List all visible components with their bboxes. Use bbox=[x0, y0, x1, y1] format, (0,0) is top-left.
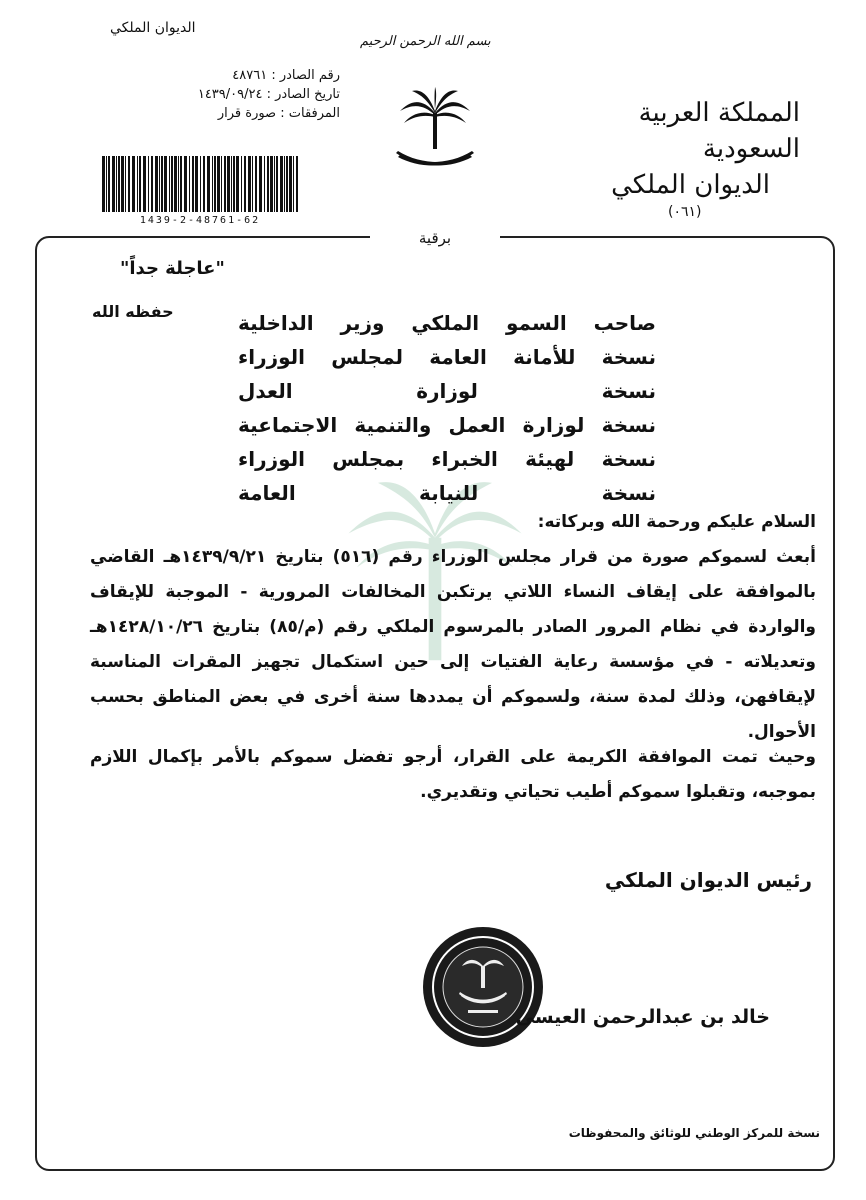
barcode-bar bbox=[169, 156, 170, 212]
barcode-bar bbox=[171, 156, 173, 212]
signatory-title: رئيس الديوان الملكي bbox=[604, 868, 812, 892]
barcode-bar bbox=[296, 156, 298, 212]
attachments: المرفقات : صورة قرار bbox=[217, 106, 340, 121]
barcode-bar bbox=[284, 156, 285, 212]
barcode-bar bbox=[116, 156, 117, 212]
top-left-label: الديوان الملكي bbox=[110, 20, 196, 36]
frame-title bbox=[370, 228, 500, 248]
barcode-bar bbox=[203, 156, 205, 212]
barcode-bar bbox=[221, 156, 222, 212]
recipient-line: نسخة لهيئة الخبراء بمجلس الوزراء bbox=[238, 447, 656, 471]
barcode-bar bbox=[217, 156, 220, 212]
recipient-line: نسخة لوزارة العدل bbox=[238, 379, 656, 403]
greeting: السلام عليكم ورحمة الله وبركاته: bbox=[537, 512, 816, 532]
body-paragraph-2: وحيث تمت الموافقة الكريمة على القرار، أرجو تفضل سموكم بالأمر بإكمال اللازم بموجبه، وتقبلوا سموكم أطيب تحياتي وتقديري. bbox=[90, 747, 816, 802]
barcode-bar bbox=[255, 156, 257, 212]
barcode-bar bbox=[224, 156, 226, 212]
barcode-bar bbox=[259, 156, 262, 212]
kingdom-letterhead bbox=[590, 95, 800, 203]
signatory-name: خالد بن عبدالرحمن العيسى bbox=[515, 1006, 770, 1028]
barcode-bar bbox=[200, 156, 201, 212]
archive-footer: نسخة للمركز الوطني للوثائق والمحفوظات bbox=[568, 1126, 820, 1140]
barcode-bar bbox=[137, 156, 138, 212]
barcode-bar bbox=[112, 156, 115, 212]
barcode-bar bbox=[139, 156, 141, 212]
barcode-bar bbox=[280, 156, 283, 212]
barcode-bar bbox=[132, 156, 135, 212]
barcode-number: 1439-2-48761-62 bbox=[139, 215, 261, 226]
barcode-bar bbox=[233, 156, 235, 212]
barcode bbox=[100, 156, 300, 218]
palm-swords-emblem-icon bbox=[390, 85, 480, 175]
barcode-bar bbox=[270, 156, 273, 212]
barcode-bar bbox=[148, 156, 149, 212]
recipient-line: نسخة لوزارة العمل والتنمية الاجتماعية bbox=[238, 413, 656, 437]
barcode-bar bbox=[274, 156, 275, 212]
barcode-bar bbox=[102, 156, 105, 212]
barcode-bar bbox=[252, 156, 253, 212]
issued-number: رقم الصادر : ٤٨٧٦١ bbox=[232, 68, 340, 83]
barcode-bar bbox=[121, 156, 124, 212]
kingdom-line1: المملكة العربية السعودية bbox=[638, 98, 800, 164]
urgent-label: "عاجلة جداً" bbox=[120, 258, 225, 279]
barcode-bar bbox=[214, 156, 216, 212]
royal-court-seal-icon bbox=[420, 924, 546, 1050]
recipient-line: صاحب السمو الملكي وزير الداخلية bbox=[238, 311, 656, 335]
barcode-bar bbox=[267, 156, 269, 212]
barcode-bar bbox=[161, 156, 163, 212]
barcode-bar bbox=[276, 156, 278, 212]
honorific: حفظه الله bbox=[92, 302, 174, 321]
barcode-bar bbox=[151, 156, 153, 212]
doc-code: (٠٦١) bbox=[668, 204, 702, 220]
barcode-bar bbox=[155, 156, 158, 212]
barcode-bar bbox=[128, 156, 130, 212]
barcode-bar bbox=[286, 156, 288, 212]
barcode-bar bbox=[195, 156, 198, 212]
barcode-bar bbox=[159, 156, 160, 212]
barcode-bar bbox=[207, 156, 210, 212]
barcode-bar bbox=[212, 156, 213, 212]
barcode-bar bbox=[264, 156, 265, 212]
issued-date: تاريخ الصادر : ١٤٣٩/٠٩/٢٤ bbox=[197, 87, 340, 102]
barcode-bar bbox=[241, 156, 242, 212]
barcode-bar bbox=[244, 156, 246, 212]
recipient-line: نسخة للنيابة العامة bbox=[238, 481, 656, 505]
issue-metadata bbox=[120, 66, 340, 123]
barcode-bar bbox=[178, 156, 179, 212]
barcode-bar bbox=[108, 156, 110, 212]
barcode-bar bbox=[236, 156, 239, 212]
barcode-bar bbox=[118, 156, 120, 212]
frame-title-text: برقية bbox=[418, 229, 452, 247]
barcode-bar bbox=[180, 156, 182, 212]
barcode-bar bbox=[174, 156, 177, 212]
basmala: بسم الله الرحمن الرحيم bbox=[360, 34, 491, 49]
barcode-bar bbox=[189, 156, 190, 212]
barcode-bar bbox=[164, 156, 167, 212]
recipient-line: نسخة للأمانة العامة لمجلس الوزراء bbox=[238, 345, 656, 369]
barcode-bar bbox=[184, 156, 187, 212]
barcode-bar bbox=[289, 156, 292, 212]
barcode-bar bbox=[231, 156, 232, 212]
barcode-bar bbox=[227, 156, 230, 212]
barcode-bar bbox=[106, 156, 107, 212]
barcode-bar bbox=[125, 156, 126, 212]
barcode-bar bbox=[248, 156, 251, 212]
barcode-bar bbox=[293, 156, 294, 212]
body-paragraph-1: أبعث لسموكم صورة من قرار مجلس الوزراء رقم (٥١٦) بتاريخ ١٤٣٩/٩/٢١هـ القاضي بالموافقة على إيقاف النساء اللاتي يرتكبن المخالفات المرورية - الموجبة للإيقاف والواردة في نظام المرور الصادر بالمرسوم الملكي رقم (م/٨٥) بتاريخ ١٤٢٨/١٠/٢٦هـ وتعديلاته - في مؤسسة رعاية الفتيات إلى حين استكمال تجهيز المقرات المناسبة لإيقافهن، وذلك لمدة سنة، ولسموكم أن يمددها سنة أخرى في بعض المناطق بحسب الأحوال. bbox=[90, 547, 817, 742]
kingdom-line2: الديوان الملكي bbox=[611, 170, 770, 200]
barcode-bar bbox=[143, 156, 146, 212]
barcode-bar bbox=[192, 156, 194, 212]
